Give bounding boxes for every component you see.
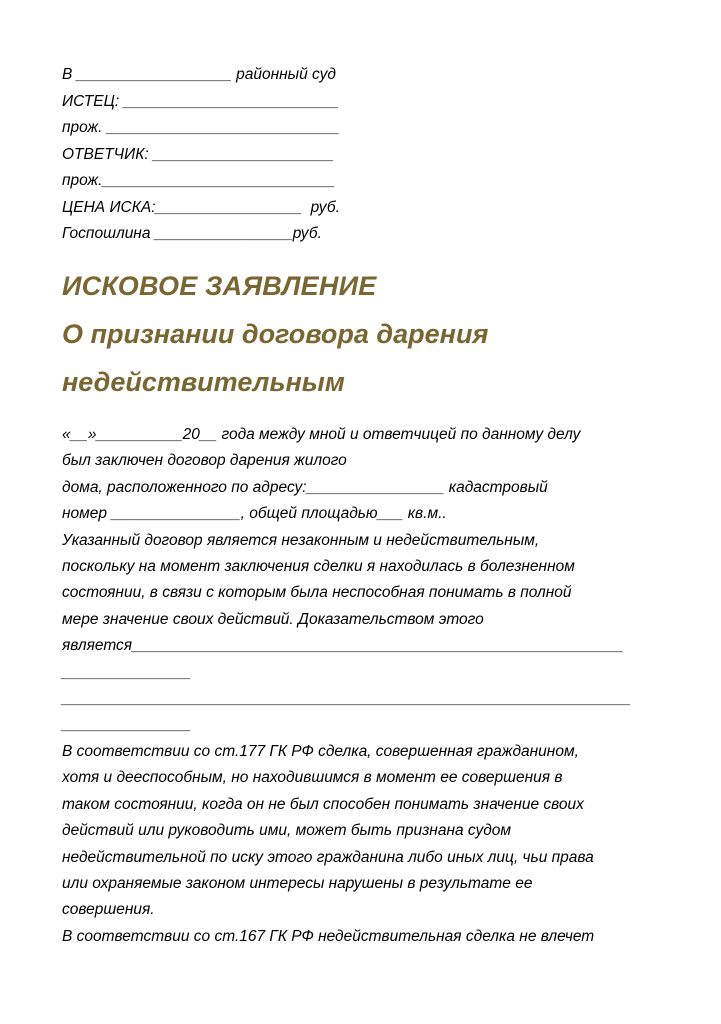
document-title <box>62 262 682 406</box>
body-line: состоянии, в связи с которым была неспособная понимать в полной <box>62 584 572 602</box>
body-line: мере значение своих действий. Доказательством этого <box>62 610 484 628</box>
body-line: хотя и дееспособным, но находившимся в момент ее совершения в <box>62 769 563 787</box>
body-line: В соответствии со ст.167 ГК РФ недействительная сделка не влечет <box>62 927 595 945</box>
body-line: Указанный договор является незаконным и недействительным, <box>62 531 540 549</box>
document-body <box>62 422 662 950</box>
claim-price-line: ЦЕНА ИСКА:_________________ руб. <box>62 198 340 216</box>
title-main: ИСКОВОЕ ЗАЯВЛЕНИЕ <box>62 271 377 301</box>
court-line: В __________________ районный суд <box>62 66 336 83</box>
state-fee-line: Госпошлина ________________руб. <box>62 225 322 242</box>
body-line: недействительной по иску этого гражданина либо иных лиц, чьи права <box>62 848 594 866</box>
body-line: В соответствии со ст.177 ГК РФ сделка, совершенная гражданином, <box>62 742 579 760</box>
body-line: _______________ <box>62 663 192 681</box>
body-line: __________________________________________________________________ <box>62 690 631 708</box>
body-line: действий или руководить ими, может быть признана судом <box>62 822 512 840</box>
body-line: «__»__________20__ года между мной и ответчицей по данному делу <box>62 426 581 443</box>
body-line: _______________ <box>62 716 192 734</box>
plaintiff-address-line: прож. ___________________________ <box>62 119 340 136</box>
body-line: является_________________________________________________________ <box>62 637 624 655</box>
body-line: таком состоянии, когда он не был способен понимать значение своих <box>62 795 584 813</box>
court-header <box>62 62 392 248</box>
defendant-address-line: прож.___________________________ <box>62 172 336 189</box>
body-line: дома, расположенного по адресу:________________ кадастровый <box>62 478 548 496</box>
title-subtitle-line-2: недействительным <box>62 367 345 397</box>
body-line: совершения. <box>62 901 155 919</box>
body-line: или охраняемые законом интересы нарушены в результате ее <box>62 874 533 892</box>
body-line: поскольку на момент заключения сделки я находилась в болезненном <box>62 558 575 576</box>
plaintiff-line: ИСТЕЦ: _________________________ <box>62 92 339 110</box>
body-line: был заключен договор дарения жилого <box>62 452 347 470</box>
body-line: номер _______________, общей площадью___ кв.м.. <box>62 505 447 523</box>
defendant-line: ОТВЕТЧИК: _____________________ <box>62 145 334 163</box>
title-subtitle-line-1: О признании договора дарения <box>62 319 489 349</box>
